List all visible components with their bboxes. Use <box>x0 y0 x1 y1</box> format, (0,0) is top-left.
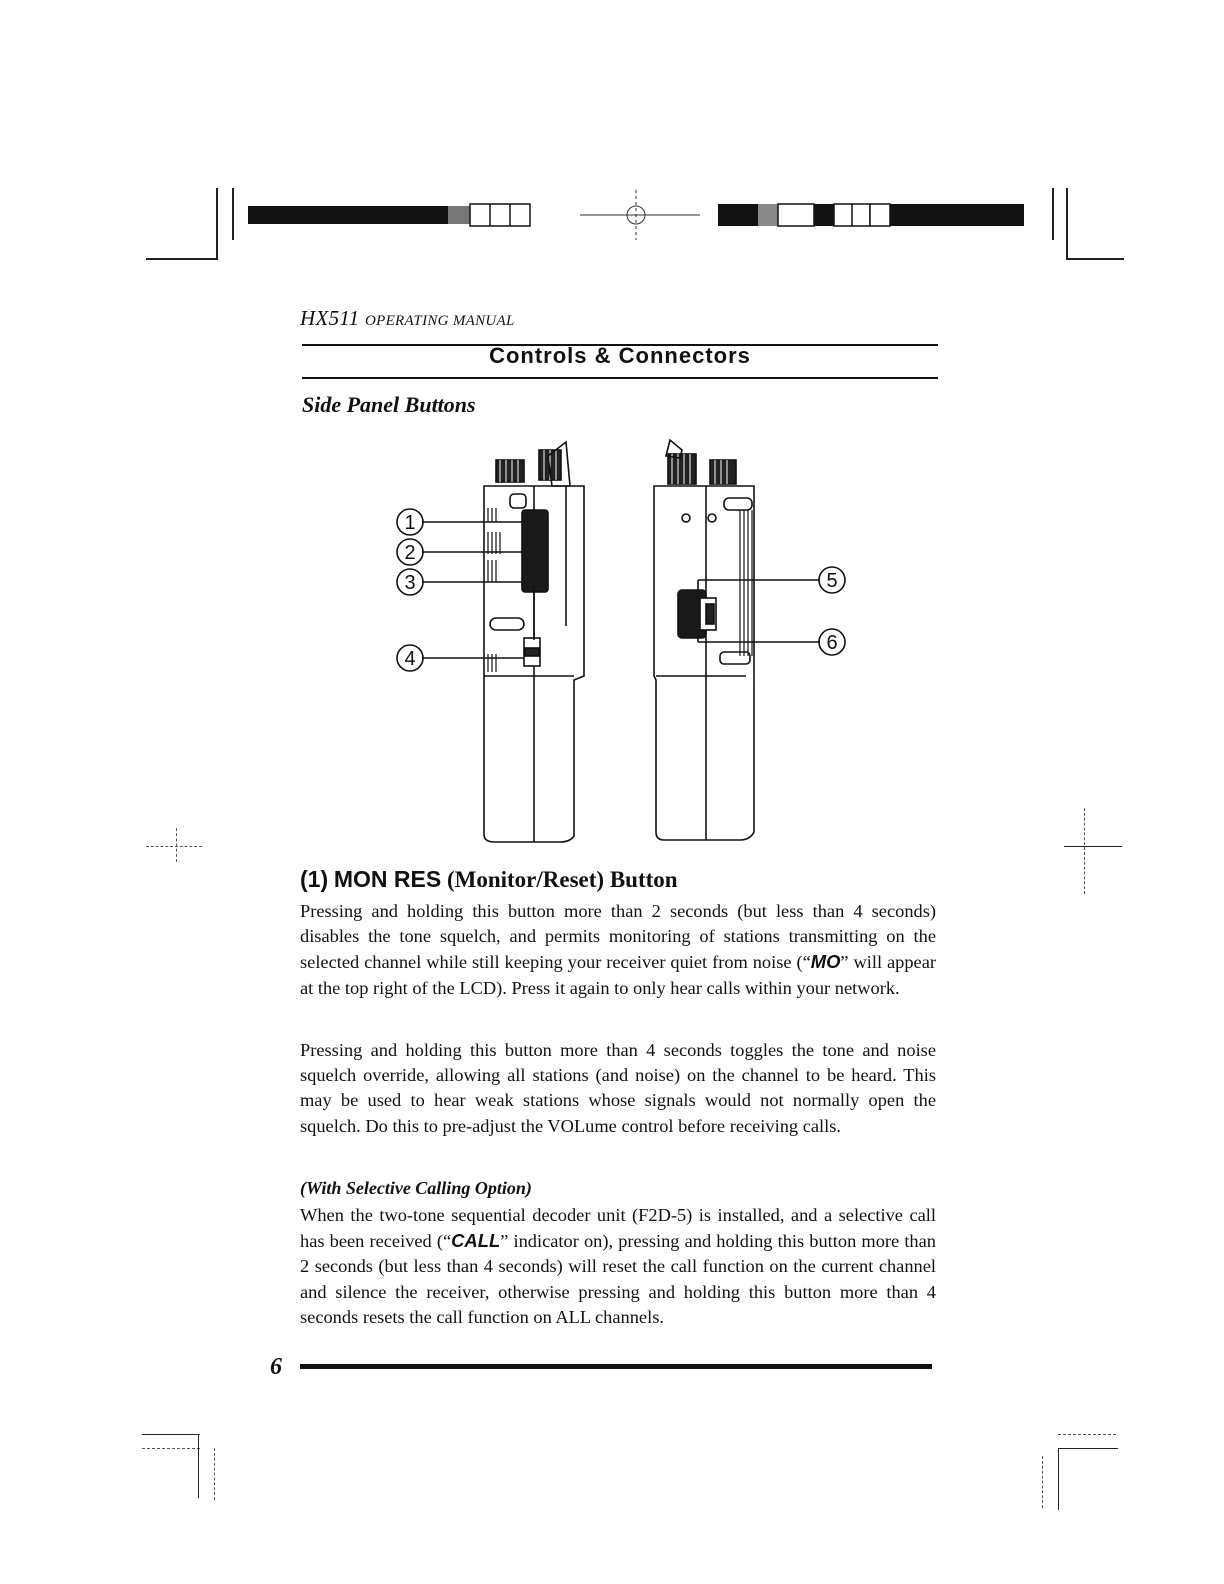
registration-bar <box>240 190 1040 242</box>
call-indicator: CALL <box>451 1230 501 1252</box>
radio-left-illustration <box>422 442 584 842</box>
item-number: (1) <box>300 866 329 892</box>
running-head <box>300 306 515 331</box>
section-title: Controls & Connectors <box>489 343 751 368</box>
p3-text-a: When the two-tone sequential decoder unit (F2D-5) is installed, and a selective call has been received (“ <box>300 1205 936 1252</box>
manual-model: HX511 <box>300 306 360 330</box>
p3-text-b: ” indicator on), pressing and holding this button more than 2 seconds (but less than 4 seconds) will reset the call function on the current channel and silence the receiver, otherwise pressing and holding this button more than 4 seconds resets the call function on ALL channels. <box>300 1231 936 1327</box>
callout-4: 4 <box>404 648 416 670</box>
radio-right-illustration <box>654 440 820 840</box>
footer-rule <box>300 1364 932 1369</box>
page-number: 6 <box>270 1354 282 1380</box>
side-panel-figure <box>370 436 870 856</box>
item-name: MON RES <box>333 866 442 892</box>
manual-label: OPERATING MANUAL <box>365 313 515 329</box>
p1-text-a: Pressing and holding this button more than 2 seconds (but less than 4 seconds) disables the tone squelch, and permits monitoring of stations transmitting on the selected channel while still keeping your receiver quiet from noise (“ <box>300 901 936 973</box>
callout-2: 2 <box>404 542 416 564</box>
callout-3: 3 <box>404 572 416 594</box>
callout-5: 5 <box>826 570 838 592</box>
item-heading <box>300 866 678 893</box>
item-description: (Monitor/Reset) Button <box>446 867 678 892</box>
paragraph-3 <box>300 1203 936 1330</box>
callout-1: 1 <box>404 512 416 534</box>
mo-indicator: MO <box>810 951 841 973</box>
callout-6: 6 <box>826 632 838 654</box>
option-heading: (With Selective Calling Option) <box>300 1178 532 1198</box>
paragraph-2: Pressing and holding this button more than 4 seconds toggles the tone and noise squelch override, allowing all stations (and noise) on the channel to be heard. This may be used to hear weak stations whose signals would not normally open the squelch. Do this to pre-adjust the VOLume control before receiving calls. <box>300 1040 936 1136</box>
p1-text-b: ” will appear at the top right of the LCD). Press it again to only hear calls within your network. <box>300 952 936 998</box>
paragraph-1 <box>300 899 936 1001</box>
title-rule-bottom <box>302 377 938 379</box>
subsection-title: Side Panel Buttons <box>302 392 476 417</box>
